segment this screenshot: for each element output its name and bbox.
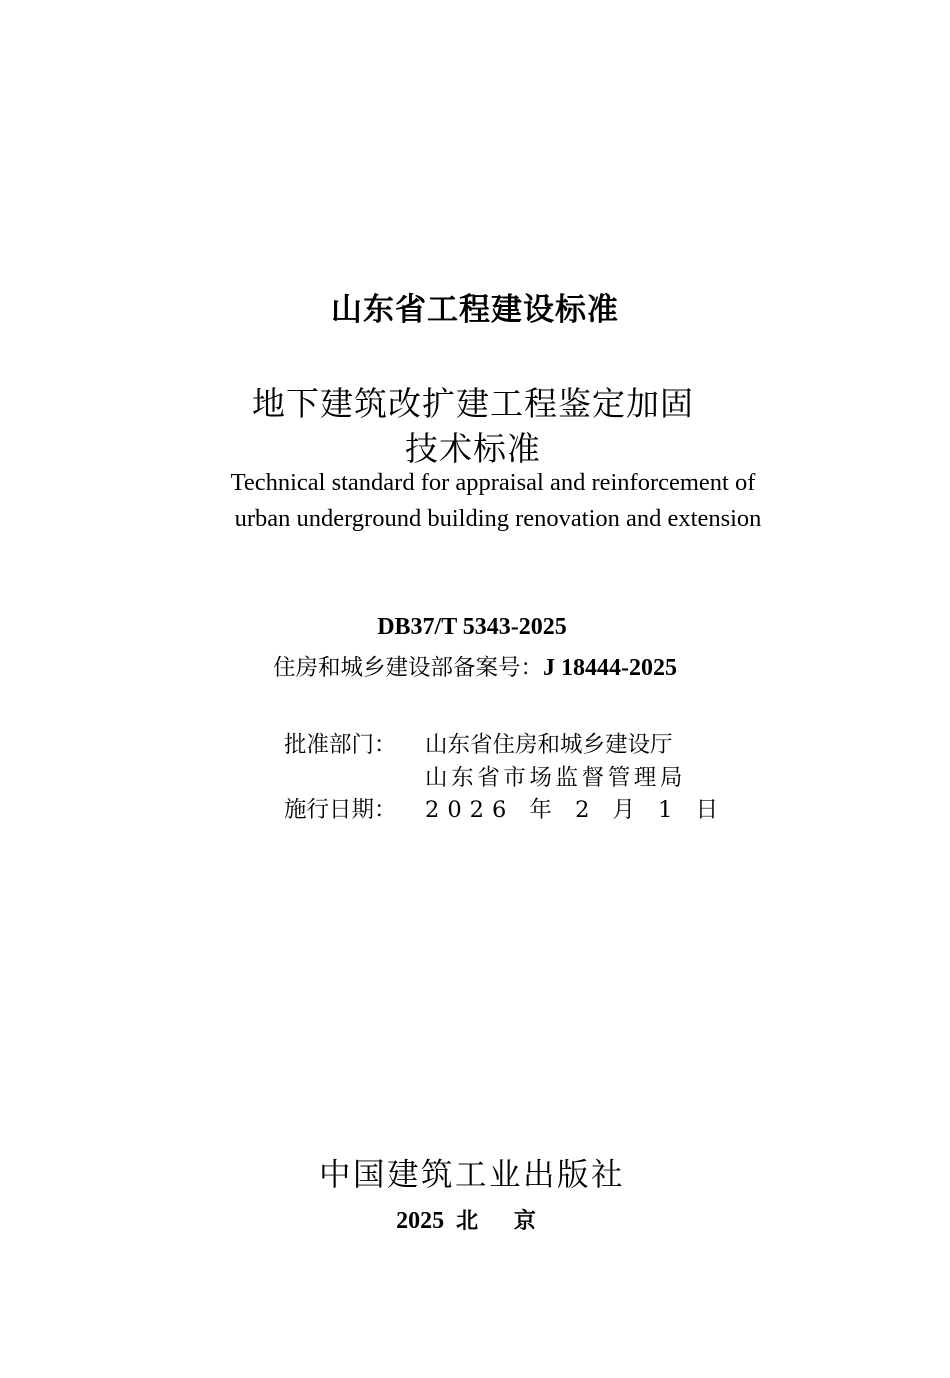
publication-city: 北 京: [456, 1209, 550, 1234]
approval-label: 批准部门：: [284, 732, 397, 758]
record-number-line: [0, 650, 950, 682]
title-cn-line2: 技术标准: [405, 429, 541, 468]
series-title: 山东省工程建设标准: [331, 292, 619, 328]
standard-number: DB37/T 5343-2025: [377, 614, 567, 640]
title-cn-line1: 地下建筑改扩建工程鉴定加固: [252, 384, 694, 423]
record-value: J 18444-2025: [543, 655, 677, 681]
approval-dept-1: 山东省住房和城乡建设厅: [425, 732, 673, 758]
effective-date-label: 施行日期：: [284, 797, 397, 823]
title-en-line2: urban underground building renovation and extension: [234, 505, 762, 532]
publication-place-line: [0, 1204, 948, 1235]
publisher-name: 中国建筑工业出版社: [318, 1157, 625, 1193]
title-en-line1: Technical standard for appraisal and reinforcement of: [230, 469, 756, 496]
record-label: 住房和城乡建设部备案号：: [272, 655, 543, 681]
approval-dept-2: 山东省市场监督管理局: [425, 765, 687, 791]
publication-year: 2025: [396, 1208, 445, 1234]
effective-date-value: 2026 年 2 月 1 日: [425, 797, 727, 823]
